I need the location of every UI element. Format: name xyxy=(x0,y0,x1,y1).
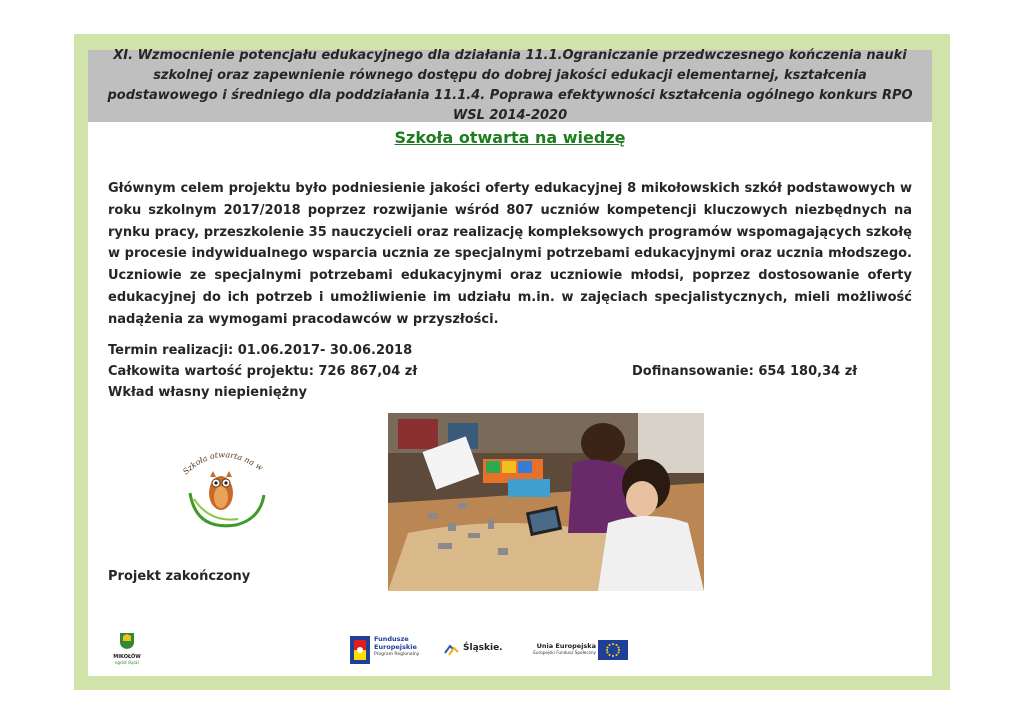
fundusze-line2: Europejskie xyxy=(374,642,417,651)
project-logo xyxy=(118,413,328,555)
mikolow-sublabel: ogród śląski xyxy=(115,660,139,665)
fundusze-europejskie-icon xyxy=(350,636,370,664)
slaskie-label: Śląskie. xyxy=(463,643,503,653)
project-status: Projekt zakończony xyxy=(108,569,251,584)
project-term: Termin realizacji: 01.06.2017- 30.06.2018 xyxy=(108,343,413,358)
ue-line2: Europejski Fundusz Społeczny xyxy=(533,650,596,655)
header-banner xyxy=(88,50,932,122)
project-total-value: Całkowita wartość projektu: 726 867,04 zł xyxy=(108,364,418,379)
children-robotics-photo-icon xyxy=(388,413,704,591)
slaskie-wave-icon xyxy=(444,643,460,657)
slaskie-logo xyxy=(444,642,506,660)
project-description: Głównym celem projektu było podniesienie jakości oferty edukacyjnej 8 mikołowskich szkół podstawowych w roku szkolnym 2017/2018 poprzez rozwijanie wśród 807 uczniów kompetencji kluczowych niezbędnych na rynku pracy, przeszkolenie 35 nauczycieli oraz realizację kompleksowych programów wspomagających szkołę w procesie indywidualnego wsparcia ucznia ze specjalnymi potrzebami edukacyjnymi oraz ucznia młodszego. Uczniowie ze specjalnymi potrzebami edukacyjnymi oraz uczniowie młodsi, poprzez dostosowanie oferty edukacyjnej do ich potrzeb i umożliwienie im udziału m.in. w zajęciach specjalistycznych, mieli możliwość nadążenia za wymogami pracodawców w przyszłości. xyxy=(108,181,912,327)
ue-line1: Unia Europejska xyxy=(536,642,596,650)
project-title: Szkoła otwarta na wiedzę xyxy=(394,128,626,147)
project-own-contribution: Wkład własny niepieniężny xyxy=(108,385,307,400)
fundusze-line3: Program Regionalny xyxy=(374,652,420,657)
mikolow-label: MIKOŁÓW xyxy=(113,654,141,660)
owl-logo-icon xyxy=(118,413,328,555)
eu-flag-icon xyxy=(598,640,628,660)
unia-europejska-logo xyxy=(520,640,630,664)
project-funding: Dofinansowanie: 654 180,34 zł xyxy=(632,364,858,379)
project-logo-text: Szkoła otwarta na w xyxy=(181,450,265,477)
mikolow-crest-icon xyxy=(119,632,135,650)
fundusze-europejskie-logo xyxy=(350,636,430,666)
project-photo xyxy=(388,413,704,591)
header-text: XI. Wzmocnienie potencjału edukacyjnego dla działania 11.1.Ograniczanie przedwczesnego kończenia nauki szkolnej oraz zapewnienie równego dostępu do dobrej jakości edukacji elementarnej, kształcenia podstawowego i średniego dla poddziałania 11.1.4. Poprawa efektywności kształcenia ogólnego konkurs RPO WSL 2014-2020 xyxy=(107,48,913,123)
mikolow-logo xyxy=(112,632,142,666)
fundusze-line1: Fundusze xyxy=(374,635,409,643)
